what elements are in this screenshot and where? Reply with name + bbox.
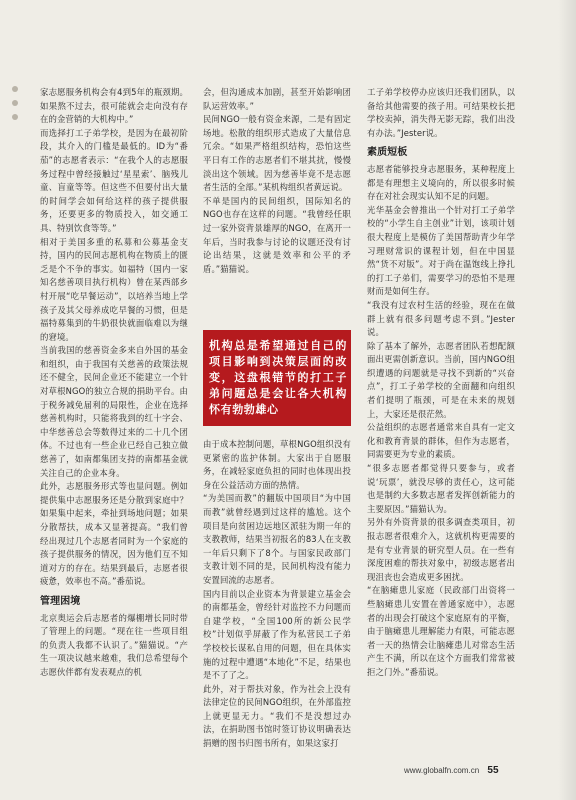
paragraph: 而选择打工子弟学校，是因为在最初阶段，其介入的门槛是最低的。ID为“番茄”的志愿者表示：“在我个人的志愿服务过程中曾经接触过‘星星索’、脑残儿童、盲童等等。但这些不但要付出大量的时间学会如何给这样的孩子提供服务，还要更多的物质投入，如交通工具、特别饮食等等。” (40, 127, 188, 233)
paragraph: “在脑瘫患儿家庭（民政部门出资将一些脑瘫患儿安置在普通家庭中），志愿者的出现会打破这个家庭原有的平衡，由于脑瘫患儿理解能力有限，可能志愿者一天的热情会让脑瘫患儿对常态生活产生不满，所以在这个方面我们常常被拒之门外。”番茄说。 (367, 585, 515, 677)
margin-dot (12, 86, 18, 92)
margin-dot (12, 100, 18, 106)
paragraph: 不单是国内的民间组织，国际知名的NGO也存在这样的问题。“我曾经任职过一家外资背景雄厚的NGO，在离开一年后，当时我参与讨论的议题还没有讨论出结果，这就是效率和公平的矛盾。”猫猫说。 (203, 195, 351, 274)
column-top-text (203, 86, 351, 320)
paragraph: 公益组织的志愿者通常来自具有一定文化和教育背景的群体，但作为志愿者，同需要更为专业的素质。 (367, 422, 515, 460)
article-column-2 (203, 86, 351, 776)
page-footer (404, 765, 499, 776)
paragraph: “很多志愿者都觉得只要参与，或者说‘玩票’，就没尽够的责任心，这可能也是制约大多数志愿者发挥创新能力的主要原因。”猫猫认为。 (367, 463, 515, 514)
paragraph: 当前我国的慈善资金多来自外国的基金和组织，由于我国有关慈善的政策法规还不健全，民间企业还不能建立一个针对草根NGO的独立合规的捐助平台。由于税务减免届利的局限性，企业在选择慈善机构时，只能将我到的红十字会、中华慈善总会等数得过来的二十几个团体。不过也有一些企业已经自己独立做慈善了，如南都集团支持的南都基金就关注自己的企业本身。 (40, 345, 188, 478)
paragraph: 民间NGO一般有资金来源，二是有固定场地。松散的组织形式造成了大量信息冗余。“如果严格组织结构，恐怕这些平日有工作的志愿者们不堪其扰，慢慢淡出这个领域。因为慈善毕竟不是志愿者生活的全部。”某机构组织者黄远说。 (203, 114, 351, 193)
article-column-1 (40, 86, 188, 776)
paragraph: “为美国而教”的翻版中国项目“为中国而教”就曾经遇到过这样的尴尬。这个项目是向贫困边远地区派驻为期一年的支教教师，结果当初报名的83人在支教一年后只剩下了8个。与国家民政部门支教计划不同的是，民间机构没有能力安置回流的志愿者。 (203, 493, 351, 585)
pull-quote: 机构总是希望通过自己的项目影响到决策层面的改变，这盘根错节的打工子弟问题总是会让各大机构怀有勃勃雄心 (203, 330, 351, 426)
paragraph: 此外，志愿服务形式等也显问题。例如提供集中志愿服务还是分散到家庭中？如果集中起来，牵扯到场地问题；如果分散帮扶，成本又显著提高。“我们曾经出现过几个志愿者同时为一个家庭的孩子提供服务的情况，因为他们互不知道对方的存在。结果到最后，志愿者很疲惫，效率也不高。”番茄说。 (40, 481, 188, 587)
paragraph: 除了基本了解外，志愿者团队若想配额面出更需创新意识。当前，国内NGO组织遭遇的问题就是寻找不到新的“兴奋点”，打工子弟学校的全面翻和向组织者们提明了瓶颈，可是在未来的规划上，大家还是很茫然。 (367, 340, 515, 419)
margin-decoration (8, 86, 22, 128)
paragraph: 会，但沟通成本加剧，甚至开始影响团队运营效率。” (203, 87, 351, 111)
paragraph: 相对于美国多重的私募和公募基金支持，国内的民间志愿机构在物质上的匮乏是个不争的事实。如福特（国内一家知名慈善项目执行机构）曾在某西部乡村开展“吃早餐运动”，以培养当地上学孩子及其父母养成吃早餐的习惯，但是福特募集到的牛奶很快就面临难以为继的窘境。 (40, 236, 188, 342)
paragraph: 国内目前以企业资本为背景建立基金会的南都基金，曾经针对监控不力问题而自建学校，“全国100所的新公民学校”计划似乎屏蔽了作为私营民工子弟学校校长谋私自用的问题，但在具体实施的过程中遭遇“本地化”不足，结果也是不了了之。 (203, 588, 351, 681)
paragraph: 由于成本控制问题，草根NGO组织没有更紧密的监护体制。大家出于自愿服务，在减轻家庭负担的同时也体现出投身在公益活动方面的热情。 (203, 439, 351, 490)
page-number: 55 (487, 765, 499, 776)
paragraph: 光华基金会曾推出一个针对打工子弟学校的“小学生自主创业”计划，该项计划很大程度上是模仿了美国帮助青少年学习理财常识的课程计划，但在中国显然“货不对版”。对于尚在温饱线上挣扎的打工子弟们，需要学习的恐怕不是理财而是如何生存。 (367, 204, 515, 297)
article-column-3 (367, 86, 515, 776)
paragraph: 志愿者能够投身志愿服务，某种程度上都是有理想主义境向的，所以很多时候存在对社会现实认知不足的问题。 (367, 163, 515, 202)
paragraph: 此外，对于帮扶对象，作为社会上没有法律定位的民间NGO组织，在外部监控上就更显无力。“我们不是没想过办法，在捐助图书馆时签订协议明确表达捐赠的图书归图书所有，如果这家打 (203, 683, 351, 749)
paragraph: “我没有过农村生活的经验，现在在做群上就有很多问题考虑不到。”Jester说。 (367, 299, 515, 338)
page-binding-shadow (558, 0, 576, 800)
paragraph: 北京奥运会后志愿者的爆棚增长同时带了管理上的问题。“现在往一些项目组的负责人我都不认识了。”猫猫说。“产生一项决议越来越难，我们总希望每个志愿伙伴都有发表观点的机 (40, 612, 188, 677)
paragraph: 另外有外资背景的很多调查类项目，初报志愿者很难介入，这就机构更需要的是有专业背景的研究型人员。在一些有深度困难的帮扶对象中，初级志愿者出现沮丧也会造成更多困扰。 (367, 517, 515, 582)
section-heading: 素质短板 (367, 147, 408, 159)
section-heading: 管理困境 (40, 595, 81, 607)
footer-url: www.globalfn.com.cn (404, 766, 480, 775)
paragraph: 工子弟学校停办应该归还我们团队，以备给其他需要的孩子用。可结果校长把学校卖掉，消失得无影无踪，我们出没有办法。”Jester说。 (367, 87, 515, 138)
paragraph: 家志愿服务机构会有4到5年的瓶颈期。如果熬不过去，很可能就会走向没有存在的金营销的大机构中。” (40, 87, 188, 125)
margin-dot (12, 114, 18, 120)
